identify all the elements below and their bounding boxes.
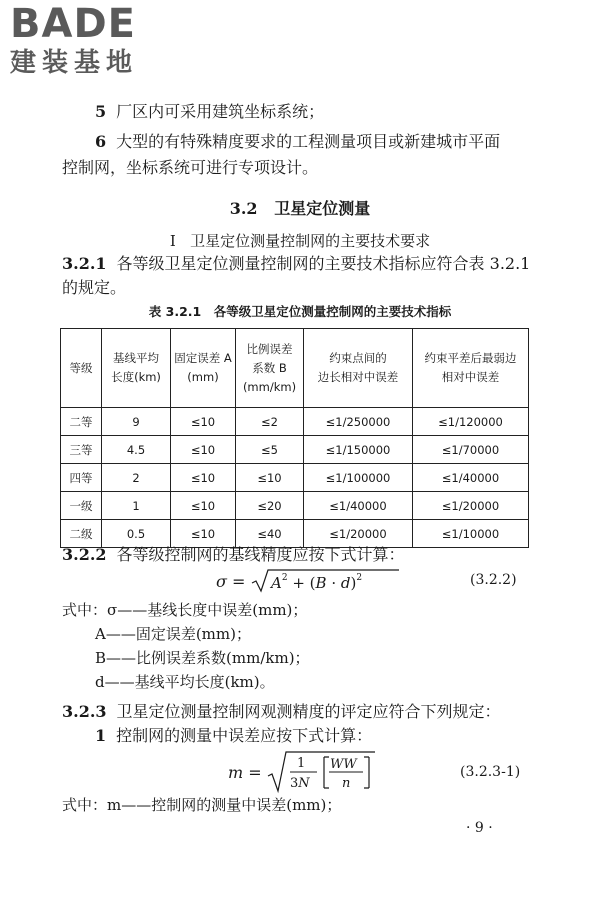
table-cell: ≤2 bbox=[236, 408, 304, 436]
table-cell: 0.5 bbox=[102, 520, 171, 548]
definition-list bbox=[95, 622, 310, 694]
svg-text:WW: WW bbox=[329, 757, 357, 772]
clause-3-2-1-continuation: 的规定。 bbox=[62, 278, 127, 297]
spec-table bbox=[60, 328, 529, 548]
section-title bbox=[0, 196, 600, 219]
clause-3-2-3 bbox=[62, 700, 501, 724]
table-cell: ≤1/20000 bbox=[413, 492, 529, 520]
item-6 bbox=[95, 130, 500, 154]
table-cell: 二级 bbox=[61, 520, 102, 548]
table-cell: ≤1/40000 bbox=[304, 492, 413, 520]
eq-number-3-2-2: (3.2.2) bbox=[470, 572, 517, 588]
definition-b: B——比例误差系数(mm/km)； bbox=[95, 649, 310, 667]
table-cell: ≤40 bbox=[236, 520, 304, 548]
formula-3-2-2 bbox=[216, 568, 401, 594]
subsection-title bbox=[0, 230, 600, 251]
clause-3-2-2 bbox=[62, 543, 405, 567]
table-cell: ≤10 bbox=[171, 464, 236, 492]
formula-3-2-3-1-sqrt bbox=[267, 750, 377, 794]
section-title-text: 卫星定位测量 bbox=[274, 199, 371, 218]
item-6-continuation: 控制网，坐标系统可进行专项设计。 bbox=[62, 158, 319, 177]
table-cell: 三等 bbox=[61, 436, 102, 464]
logo-text-cn: 建装基地 bbox=[10, 48, 139, 78]
section-number: 3.2 bbox=[229, 199, 258, 218]
page-number: · 9 · bbox=[466, 820, 493, 836]
clause-3-2-3-item-number: 1 bbox=[95, 726, 107, 745]
table-cell: ≤1/40000 bbox=[413, 464, 529, 492]
definition-m: 式中：m——控制网的测量中误差(mm)； bbox=[62, 796, 342, 814]
header-side-relative-error: 约束点间的 边长相对中误差 bbox=[304, 329, 413, 408]
table-cell: ≤1/150000 bbox=[304, 436, 413, 464]
clause-3-2-1-number: 3.2.1 bbox=[62, 254, 107, 273]
header-weakest-side-error: 约束平差后最弱边 相对中误差 bbox=[413, 329, 529, 408]
header-fixed-error: 固定误差 A (mm) bbox=[171, 329, 236, 408]
table-row bbox=[61, 436, 529, 464]
bade-logo bbox=[10, 2, 180, 88]
formula-3-2-3-1 bbox=[228, 750, 377, 794]
table-cell: 一级 bbox=[61, 492, 102, 520]
table-cell: 四等 bbox=[61, 464, 102, 492]
item-5 bbox=[95, 100, 324, 124]
table-cell: ≤1/10000 bbox=[413, 520, 529, 548]
table-cell: ≤10 bbox=[171, 520, 236, 548]
formula-3-2-3-1-lhs: m = bbox=[228, 763, 267, 782]
table-cell: ≤5 bbox=[236, 436, 304, 464]
table-cell: ≤1/250000 bbox=[304, 408, 413, 436]
header-grade: 等级 bbox=[61, 329, 102, 408]
table-cell: ≤1/20000 bbox=[304, 520, 413, 548]
table-cell: ≤1/120000 bbox=[413, 408, 529, 436]
table-cell: 二等 bbox=[61, 408, 102, 436]
definition-d: d——基线平均长度(km)。 bbox=[95, 673, 275, 691]
svg-text:n: n bbox=[341, 776, 351, 791]
item-6-text: 大型的有特殊精度要求的工程测量项目或新建城市平面 bbox=[116, 132, 501, 151]
table-cell: ≤10 bbox=[171, 492, 236, 520]
subsection-numeral: Ⅰ bbox=[169, 232, 176, 250]
table-cell: ≤10 bbox=[236, 464, 304, 492]
clause-3-2-1 bbox=[62, 252, 530, 276]
clause-3-2-3-item-1 bbox=[95, 724, 372, 748]
table-row bbox=[61, 408, 529, 436]
definition-sigma: 式中：σ——基线长度中误差(mm)； bbox=[62, 601, 308, 619]
table-cell: ≤10 bbox=[171, 408, 236, 436]
header-baseline-length: 基线平均 长度(km) bbox=[102, 329, 171, 408]
formula-3-2-2-sqrt bbox=[251, 568, 401, 594]
table-row bbox=[61, 464, 529, 492]
subsection-title-text: 卫星定位测量控制网的主要技术要求 bbox=[190, 232, 431, 250]
eq-number-3-2-3-1: (3.2.3-1) bbox=[460, 764, 521, 780]
clause-3-2-3-text: 卫星定位测量控制网观测精度的评定应符合下列规定： bbox=[116, 702, 501, 721]
item-5-text: 厂区内可采用建筑坐标系统； bbox=[116, 102, 325, 121]
header-proportional-error: 比例误差 系数 B (mm/km) bbox=[236, 329, 304, 408]
logo-text-en: BADE bbox=[10, 1, 136, 47]
table-cell: 2 bbox=[102, 464, 171, 492]
clause-3-2-1-text: 各等级卫星定位测量控制网的主要技术指标应符合表 3.2.1 bbox=[116, 254, 531, 273]
formula-3-2-2-lhs: σ = bbox=[216, 572, 251, 591]
clause-3-2-3-item-text: 控制网的测量中误差应按下式计算： bbox=[116, 726, 373, 745]
clause-3-2-3-number: 3.2.3 bbox=[62, 702, 107, 721]
svg-text:A2 + (B · d)2: $A^2 + (B \cdot d)^2$ bbox=[270, 573, 362, 592]
svg-text:3N: 3N bbox=[289, 776, 310, 791]
table-row bbox=[61, 492, 529, 520]
definition-a: A——固定误差(mm)； bbox=[95, 625, 251, 643]
table-header-row bbox=[61, 329, 529, 408]
svg-text:1: 1 bbox=[296, 756, 306, 771]
clause-3-2-2-number: 3.2.2 bbox=[62, 545, 107, 564]
table-cell: 9 bbox=[102, 408, 171, 436]
item-5-number: 5 bbox=[95, 102, 107, 121]
table-cell: ≤20 bbox=[236, 492, 304, 520]
clause-3-2-2-text: 各等级控制网的基线精度应按下式计算： bbox=[116, 545, 405, 564]
item-6-number: 6 bbox=[95, 132, 107, 151]
table-cell: 4.5 bbox=[102, 436, 171, 464]
table-cell: ≤1/100000 bbox=[304, 464, 413, 492]
table-cell: ≤1/70000 bbox=[413, 436, 529, 464]
table-cell: 1 bbox=[102, 492, 171, 520]
table-cell: ≤10 bbox=[171, 436, 236, 464]
table-title: 表 3.2.1 各等级卫星定位测量控制网的主要技术指标 bbox=[148, 304, 452, 319]
